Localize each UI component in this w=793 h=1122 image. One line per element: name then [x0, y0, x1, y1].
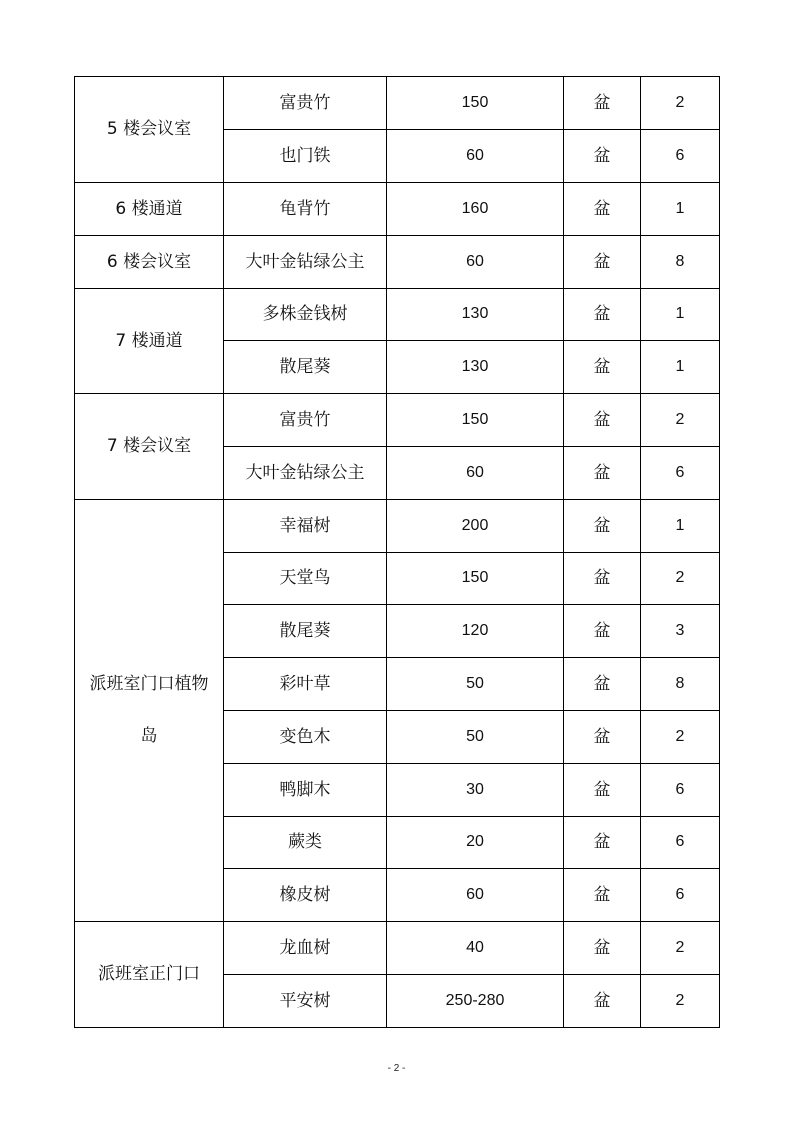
table-row — [75, 499, 720, 552]
location-label: 5 楼会议室 — [106, 119, 192, 140]
unit-cell: 盆 — [564, 129, 641, 182]
quantity-cell: 6 — [641, 869, 720, 922]
unit-cell: 盆 — [564, 974, 641, 1027]
unit-cell: 盆 — [564, 341, 641, 394]
location-label: 6 楼通道 — [115, 198, 183, 219]
spec-cell: 130 — [387, 288, 564, 341]
plant-name-cell: 龙血树 — [224, 922, 387, 975]
unit-cell: 盆 — [564, 552, 641, 605]
plant-name-cell: 大叶金钻绿公主 — [224, 446, 387, 499]
quantity-cell: 1 — [641, 288, 720, 341]
plant-table — [74, 76, 720, 1028]
page-number: - 2 - — [387, 1063, 406, 1074]
plant-name-cell: 富贵竹 — [224, 77, 387, 130]
plant-table-body — [75, 77, 720, 1028]
table-row — [75, 288, 720, 341]
unit-cell: 盆 — [564, 288, 641, 341]
quantity-cell: 2 — [641, 710, 720, 763]
spec-cell: 60 — [387, 869, 564, 922]
spec-cell: 150 — [387, 394, 564, 447]
unit-cell: 盆 — [564, 710, 641, 763]
table-row — [75, 235, 720, 288]
quantity-cell: 2 — [641, 974, 720, 1027]
unit-cell: 盆 — [564, 394, 641, 447]
unit-cell: 盆 — [564, 763, 641, 816]
unit-cell: 盆 — [564, 77, 641, 130]
unit-cell: 盆 — [564, 446, 641, 499]
plant-name-cell: 大叶金钻绿公主 — [224, 235, 387, 288]
location-cell — [75, 235, 224, 288]
spec-cell: 60 — [387, 446, 564, 499]
quantity-cell: 6 — [641, 446, 720, 499]
spec-cell: 150 — [387, 552, 564, 605]
quantity-cell: 2 — [641, 394, 720, 447]
location-label: 派班室正门口 — [98, 964, 200, 985]
unit-cell: 盆 — [564, 816, 641, 869]
quantity-cell: 2 — [641, 77, 720, 130]
unit-cell: 盆 — [564, 235, 641, 288]
plant-name-cell: 多株金钱树 — [224, 288, 387, 341]
plant-name-cell: 鸭脚木 — [224, 763, 387, 816]
quantity-cell: 6 — [641, 129, 720, 182]
plant-name-cell: 龟背竹 — [224, 182, 387, 235]
plant-name-cell: 散尾葵 — [224, 605, 387, 658]
plant-name-cell: 幸福树 — [224, 499, 387, 552]
table-row — [75, 394, 720, 447]
unit-cell: 盆 — [564, 869, 641, 922]
plant-name-cell: 天堂鸟 — [224, 552, 387, 605]
spec-cell: 60 — [387, 129, 564, 182]
location-label: 7 楼通道 — [115, 330, 183, 351]
unit-cell: 盆 — [564, 922, 641, 975]
table-row — [75, 77, 720, 130]
location-cell — [75, 922, 224, 1028]
plant-name-cell: 富贵竹 — [224, 394, 387, 447]
location-cell — [75, 499, 224, 921]
quantity-cell: 8 — [641, 658, 720, 711]
quantity-cell: 1 — [641, 182, 720, 235]
location-label: 派班室门口植物岛 — [89, 674, 209, 747]
plant-name-cell: 变色木 — [224, 710, 387, 763]
quantity-cell: 2 — [641, 922, 720, 975]
quantity-cell: 1 — [641, 341, 720, 394]
quantity-cell: 3 — [641, 605, 720, 658]
spec-cell: 250-280 — [387, 974, 564, 1027]
plant-name-cell: 也门铁 — [224, 129, 387, 182]
spec-cell: 40 — [387, 922, 564, 975]
spec-cell: 60 — [387, 235, 564, 288]
quantity-cell: 8 — [641, 235, 720, 288]
unit-cell: 盆 — [564, 499, 641, 552]
location-cell — [75, 394, 224, 500]
quantity-cell: 1 — [641, 499, 720, 552]
location-cell — [75, 182, 224, 235]
plant-name-cell: 彩叶草 — [224, 658, 387, 711]
plant-name-cell: 平安树 — [224, 974, 387, 1027]
table-row — [75, 182, 720, 235]
spec-cell: 160 — [387, 182, 564, 235]
spec-cell: 130 — [387, 341, 564, 394]
location-label: 7 楼会议室 — [106, 436, 192, 457]
spec-cell: 120 — [387, 605, 564, 658]
quantity-cell: 6 — [641, 763, 720, 816]
plant-name-cell: 散尾葵 — [224, 341, 387, 394]
unit-cell: 盆 — [564, 182, 641, 235]
plant-name-cell: 蕨类 — [224, 816, 387, 869]
location-cell — [75, 77, 224, 183]
unit-cell: 盆 — [564, 605, 641, 658]
quantity-cell: 2 — [641, 552, 720, 605]
spec-cell: 50 — [387, 710, 564, 763]
plant-name-cell: 橡皮树 — [224, 869, 387, 922]
location-cell — [75, 288, 224, 394]
table-row — [75, 922, 720, 975]
spec-cell: 50 — [387, 658, 564, 711]
quantity-cell: 6 — [641, 816, 720, 869]
spec-cell: 200 — [387, 499, 564, 552]
unit-cell: 盆 — [564, 658, 641, 711]
spec-cell: 150 — [387, 77, 564, 130]
location-label: 6 楼会议室 — [106, 251, 192, 272]
spec-cell: 30 — [387, 763, 564, 816]
spec-cell: 20 — [387, 816, 564, 869]
